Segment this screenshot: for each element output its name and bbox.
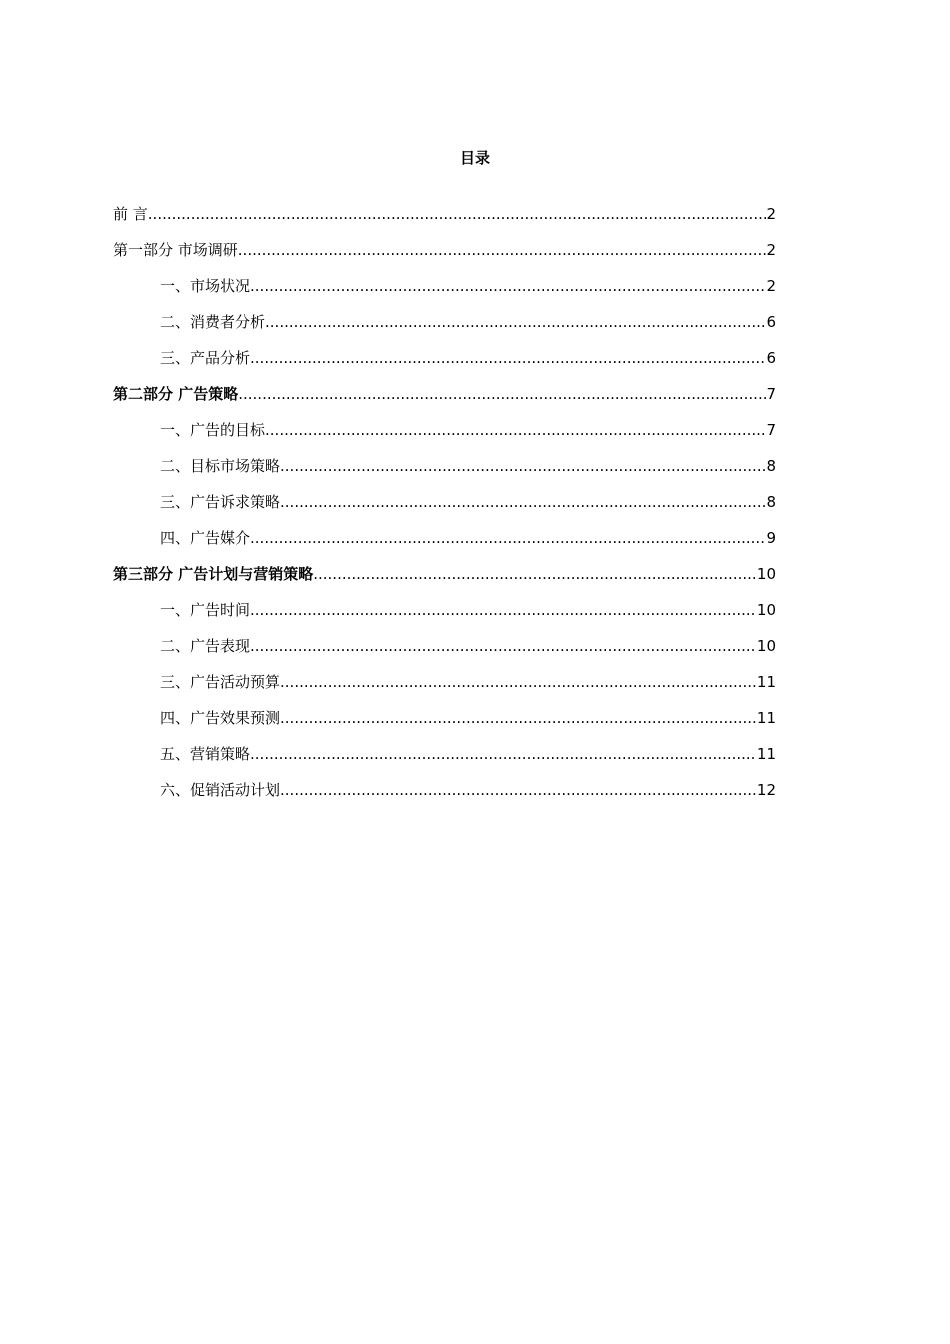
toc-entry-label: 一、广告的目标 [160, 421, 266, 439]
toc-entry[interactable] [113, 672, 776, 708]
toc-entry-page: 6 [766, 349, 776, 367]
toc-entry[interactable] [113, 240, 776, 276]
toc-entry-page: 10 [756, 565, 776, 583]
toc-entry-page: 7 [766, 421, 776, 439]
toc-entry-label: 二、消费者分析 [160, 313, 266, 331]
toc-entry[interactable] [113, 708, 776, 744]
toc-dot-leader [265, 420, 766, 440]
toc-entry-page: 10 [756, 601, 776, 619]
toc-dot-leader [280, 780, 757, 800]
toc-entry-page: 11 [756, 673, 776, 691]
toc-dot-leader [148, 204, 767, 224]
toc-entry-label: 第一部分 市场调研 [113, 241, 238, 259]
toc-entry-page: 2 [766, 277, 776, 295]
toc-entry-label: 一、市场状况 [160, 277, 251, 295]
toc-entry-label: 五、营销策略 [160, 745, 251, 763]
toc-entry-page: 10 [756, 637, 776, 655]
toc-entry-label: 四、广告媒介 [160, 529, 251, 547]
toc-entry-label: 二、目标市场策略 [160, 457, 281, 475]
toc-entry-label: 第二部分 广告策略 [113, 385, 239, 403]
toc-entry[interactable] [113, 204, 776, 240]
toc-entry-page: 9 [766, 529, 776, 547]
toc-entry[interactable] [113, 384, 776, 420]
toc-dot-leader [280, 672, 757, 692]
toc-dot-leader [313, 564, 757, 584]
toc-entry-label: 四、广告效果预测 [160, 709, 281, 727]
toc-entry[interactable] [113, 564, 776, 600]
toc-entry-label: 三、产品分析 [160, 349, 251, 367]
toc-entry-label: 一、广告时间 [160, 601, 251, 619]
toc-dot-leader [265, 312, 766, 332]
toc-entry-page: 12 [756, 781, 776, 799]
toc-entry-page: 7 [766, 385, 776, 403]
toc-entry[interactable] [113, 744, 776, 780]
toc-entry-page: 2 [766, 241, 776, 259]
toc-entry-label: 三、广告活动预算 [160, 673, 281, 691]
toc-entry-page: 8 [766, 457, 776, 475]
toc-dot-leader [238, 240, 767, 260]
toc-dot-leader [250, 744, 757, 764]
table-of-contents [113, 204, 776, 816]
toc-entry-page: 2 [766, 205, 776, 223]
toc-dot-leader [250, 636, 757, 656]
toc-entry-label: 前 言 [113, 205, 148, 223]
toc-entry[interactable] [113, 420, 776, 456]
toc-entry[interactable] [113, 312, 776, 348]
toc-entry[interactable] [113, 528, 776, 564]
toc-entry-label: 二、广告表现 [160, 637, 251, 655]
toc-dot-leader [250, 348, 766, 368]
toc-dot-leader [250, 600, 757, 620]
toc-entry-page: 6 [766, 313, 776, 331]
toc-entry-page: 8 [766, 493, 776, 511]
toc-dot-leader [280, 492, 766, 512]
toc-entry[interactable] [113, 276, 776, 312]
toc-title: 目录 [459, 149, 490, 167]
toc-dot-leader [238, 384, 766, 404]
toc-entry-label: 三、广告诉求策略 [160, 493, 281, 511]
toc-entry[interactable] [113, 600, 776, 636]
toc-dot-leader [250, 528, 766, 548]
toc-dot-leader [280, 708, 757, 728]
toc-entry[interactable] [113, 456, 776, 492]
toc-entry[interactable] [113, 636, 776, 672]
toc-entry-label: 第三部分 广告计划与营销策略 [113, 565, 314, 583]
toc-entry[interactable] [113, 348, 776, 384]
toc-entry[interactable] [113, 780, 776, 816]
toc-dot-leader [280, 456, 766, 476]
toc-dot-leader [250, 276, 766, 296]
toc-entry-page: 11 [756, 745, 776, 763]
toc-entry-page: 11 [756, 709, 776, 727]
toc-entry[interactable] [113, 492, 776, 528]
toc-entry-label: 六、促销活动计划 [160, 781, 281, 799]
